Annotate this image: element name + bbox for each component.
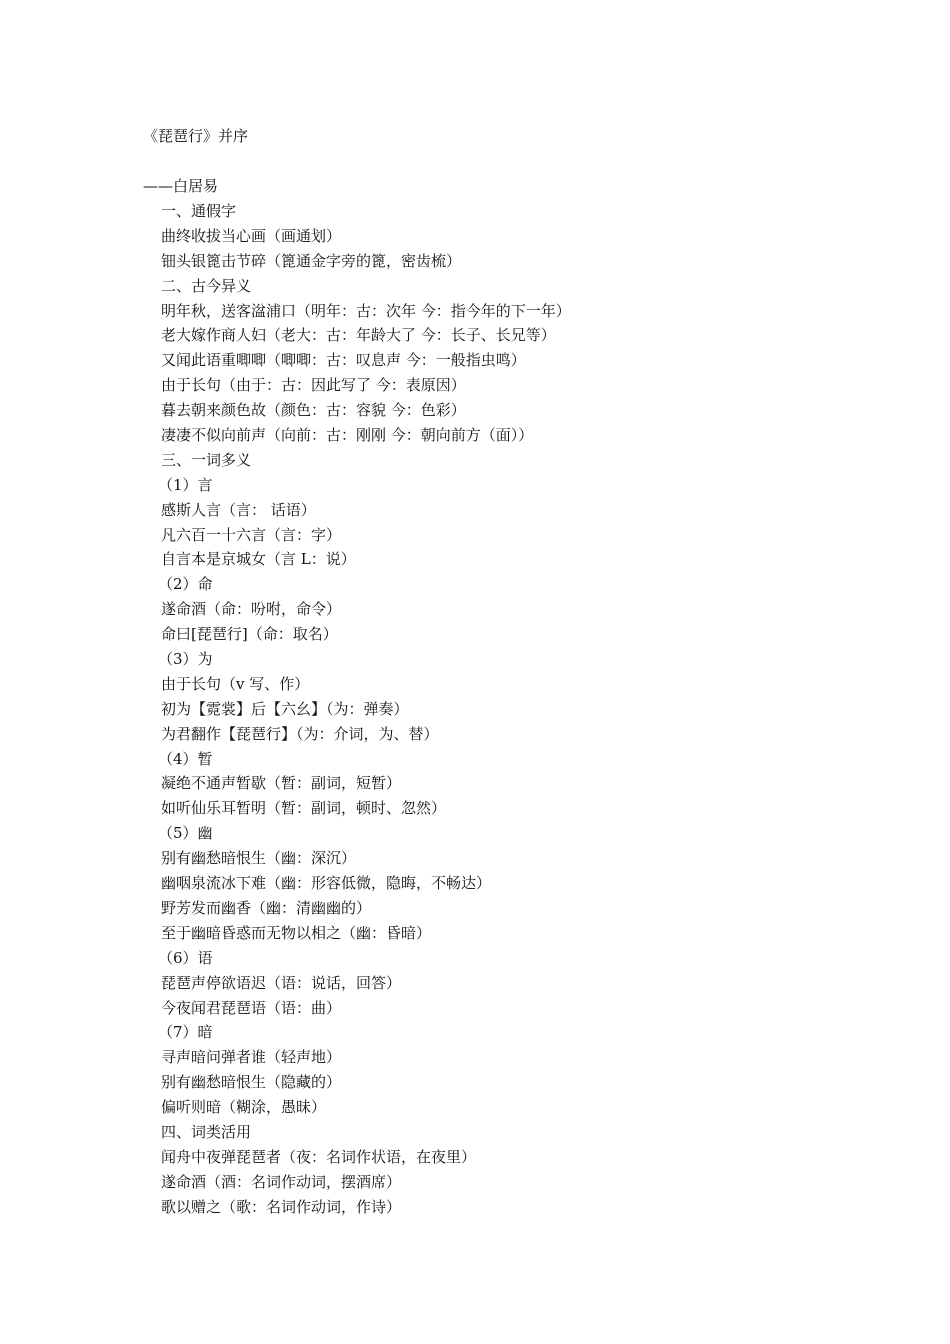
section-heading: 三、一词多义 <box>161 450 252 469</box>
text-line: 遂命酒（命：吩咐，命令） <box>161 600 342 619</box>
text-line: 命曰[琵琶行]（命：取名） <box>161 625 338 644</box>
text-line: 凡六百一十六言（言：字） <box>161 525 342 544</box>
document-body <box>158 199 571 1220</box>
document-title: 《琵琶行》并序 <box>143 127 249 145</box>
subsection-heading: （6）语 <box>158 948 213 967</box>
section-heading: 一、通假字 <box>161 202 237 220</box>
section-heading: 二、古今异义 <box>161 276 252 295</box>
text-line: 至于幽暗昏惑而无物以相之（幽：昏暗） <box>161 923 432 942</box>
text-line: 遂命酒（酒：名词作动词，摆酒席） <box>161 1172 402 1191</box>
text-line: 凄凄不似向前声（向前：古：刚刚 今：朝向前方（面）） <box>161 426 534 445</box>
text-line: 歌以赠之（歌：名词作动词，作诗） <box>161 1197 402 1216</box>
document-author: ——白居易 <box>143 177 219 195</box>
text-line: 由于长句（由于：古：因此写了 今：表原因） <box>161 376 466 395</box>
text-line: 偏听则暗（糊涂，愚昧） <box>161 1098 327 1117</box>
text-line: 自言本是京城女（言 L：说） <box>161 550 356 569</box>
subsection-heading: （1）言 <box>158 475 213 494</box>
subsection-heading: （4）暂 <box>158 749 213 768</box>
text-line: 钿头银篦击节碎（篦通金字旁的篦，密齿梳） <box>161 251 462 270</box>
text-line: 幽咽泉流冰下难（幽：形容低微，隐晦，不畅达） <box>161 874 492 893</box>
text-line: 感斯人言（言： 话语） <box>161 500 316 519</box>
section-heading: 四、词类活用 <box>161 1122 252 1141</box>
text-line: 明年秋，送客湓浦口（明年：古：次年 今：指今年的下一年） <box>161 301 571 320</box>
subsection-heading: （3）为 <box>158 650 213 669</box>
subsection-heading: （7）暗 <box>158 1023 213 1042</box>
text-line: 为君翻作【琵琶行】（为：介词，为、替） <box>161 724 439 743</box>
text-line: 野芳发而幽香（幽：清幽幽的） <box>161 898 372 917</box>
subsection-heading: （5）幽 <box>158 824 213 843</box>
text-line: 由于长句（v 写、作） <box>161 674 310 693</box>
text-line: 曲终收拔当心画（画通划） <box>161 226 342 245</box>
text-line: 琵琶声停欲语迟（语：说话，回答） <box>161 973 402 992</box>
text-line: 凝绝不通声暂歇（暂：副词，短暂） <box>161 774 402 793</box>
text-line: 又闻此语重唧唧（唧唧：古：叹息声 今：一般指虫鸣） <box>161 351 526 370</box>
text-line: 闻舟中夜弹琵琶者（夜：名词作状语，在夜里） <box>161 1147 477 1166</box>
text-line: 初为【霓裳】后【六幺】（为：弹奏） <box>161 699 409 718</box>
text-line: 今夜闻君琵琶语（语：曲） <box>161 998 342 1017</box>
text-line: 老大嫁作商人妇（老大：古：年龄大了 今：长子、长兄等） <box>161 326 556 345</box>
text-line: 暮去朝来颜色故（颜色：古：容貌 今：色彩） <box>161 401 466 420</box>
text-line: 别有幽愁暗恨生（隐藏的） <box>161 1073 342 1092</box>
text-line: 如听仙乐耳暂明（暂：副词，顿时、忽然） <box>161 799 447 818</box>
text-line: 别有幽愁暗恨生（幽：深沉） <box>161 849 357 868</box>
text-line: 寻声暗问弹者谁（轻声地） <box>161 1048 342 1067</box>
subsection-heading: （2）命 <box>158 575 213 594</box>
